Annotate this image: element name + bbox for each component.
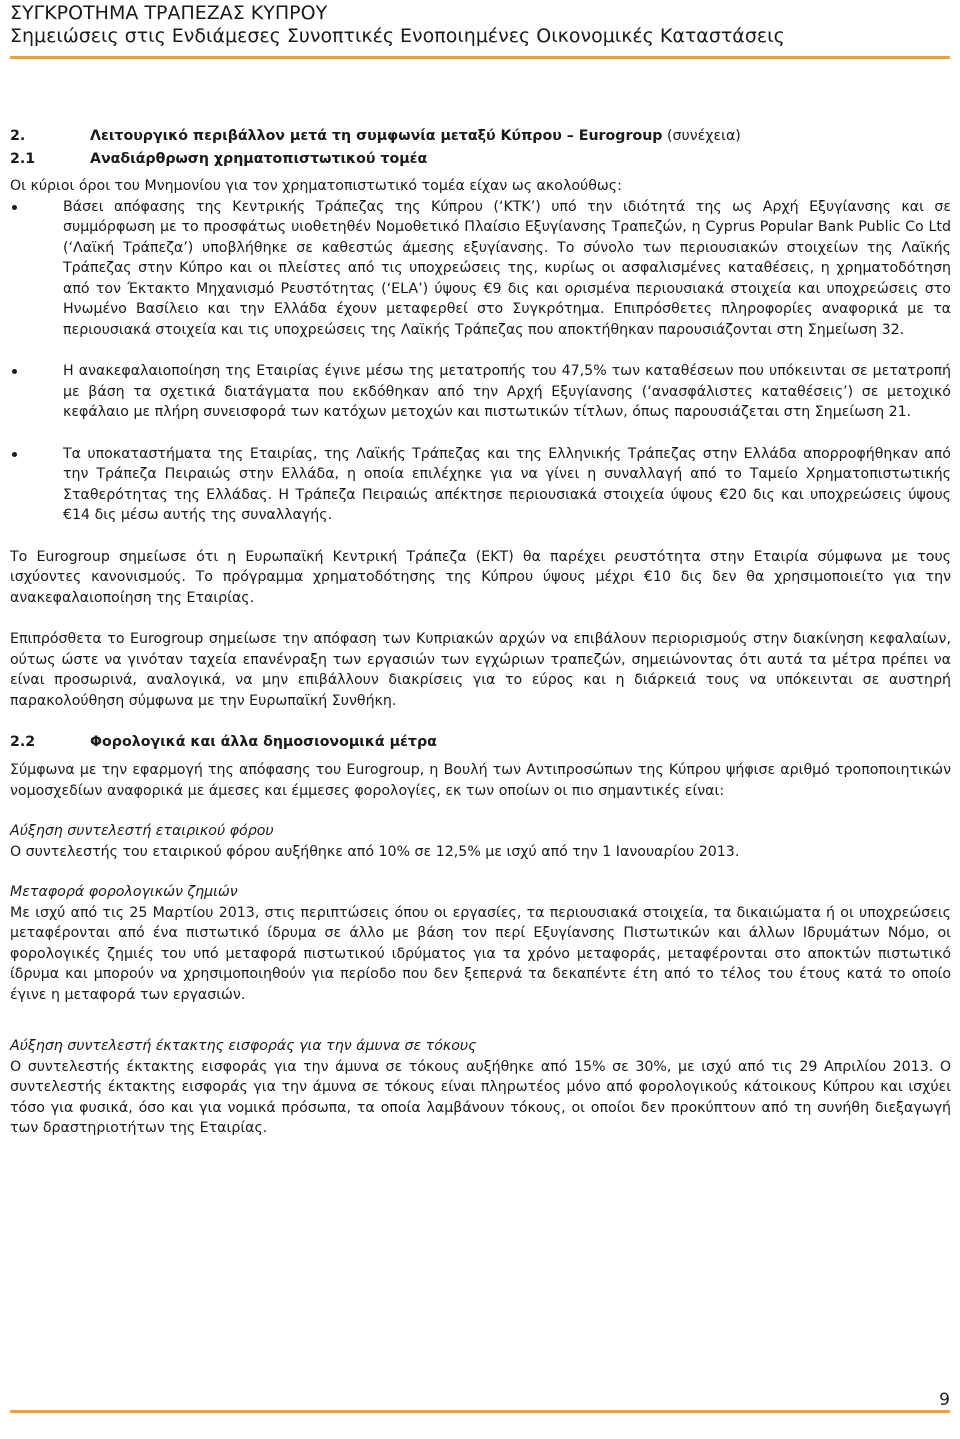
memorandum-terms-list bbox=[10, 197, 951, 526]
tax-measure-item bbox=[10, 821, 951, 862]
list-item bbox=[10, 197, 951, 341]
header-divider bbox=[10, 56, 950, 59]
tax-measure-item bbox=[10, 882, 951, 1005]
page-number: 9 bbox=[939, 1390, 950, 1410]
section-2-1-title: Αναδιάρθρωση χρηματοπιστωτικού τομέα bbox=[90, 151, 428, 167]
section-2-1-number: 2.1 bbox=[10, 151, 36, 167]
list-item bbox=[10, 361, 951, 423]
page-header bbox=[10, 2, 950, 59]
tax-measure-text: Ο συντελεστής έκτακτης εισφοράς για την άμυνα σε τόκους αυξήθηκε από 15% σε 30%, με ισχύ από τις 29 Απριλίου 2013. Ο συντελεστής έκτακτης εισφοράς για την άμυνα σε τόκους είναι πληρωτέος μόνο από φορολογικούς κάτοικους Κύπρου και ισχύει τόσο για φυσικά, όσο και για νομικά πρόσωπα, τα οποία λαμβάνουν τόκους, οι οποίοι δεν προκύπτουν από τη συνήθη διεξαγωγή των δραστηριοτήτων της Εταιρίας. bbox=[10, 1058, 951, 1136]
list-item-text: Τα υποκαταστήματα της Εταιρίας, της Λαϊκής Τράπεζας και της Ελληνικής Τράπεζας στην Ελλάδα απορροφήθηκαν από την Τράπεζα Πειραιώς στην Ελλάδα, η οποία επιλέχηκε για να γίνει η συναλλαγή από το Ταμείο Χρηματοπιστωτικής Σταθερότητας της Ελλάδας. Η Τράπεζα Πειραιώς απέκτησε περιουσιακά στοιχεία ύψους €20 δις και υποχρεώσεις ύψους €14 δις μέσω αυτής της συναλλαγής. bbox=[63, 445, 951, 523]
page-content bbox=[10, 126, 951, 1139]
bullet-icon bbox=[12, 205, 17, 210]
section-2-title: Λειτουργικό περιβάλλον μετά τη συμφωνία μεταξύ Κύπρου – Eurogroup bbox=[90, 128, 663, 144]
tax-measure-text: Ο συντελεστής του εταιρικού φόρου αυξήθηκε από 10% σε 12,5% με ισχύ από την 1 Ιανουαρίου 2013. bbox=[10, 843, 740, 860]
section-2-2-title: Φορολογικά και άλλα δημοσιονομικά μέτρα bbox=[90, 734, 437, 750]
section-2-2-heading bbox=[10, 732, 951, 754]
section-2-2-number: 2.2 bbox=[10, 734, 36, 750]
tax-measure-item bbox=[10, 1036, 951, 1139]
tax-measure-heading: Μεταφορά φορολογικών ζημιών bbox=[10, 884, 238, 900]
section-2-1-heading bbox=[10, 149, 951, 171]
section-2-continued: (συνέχεια) bbox=[662, 128, 741, 144]
header-title: ΣΥΓΚΡΟΤΗΜΑ ΤΡΑΠΕΖΑΣ ΚΥΠΡΟΥ bbox=[10, 2, 328, 24]
list-item-text: Η ανακεφαλαιοποίηση της Εταιρίας έγινε μέσω της μετατροπής του 47,5% των καταθέσεων που υπόκεινται σε μετατροπή με βάση τα σχετικά διατάγματα που εκδόθηκαν από την Αρχή Εξυγίανσης (‘ανασφάλιστες καταθέσεις’) σε μετοχικό κεφάλαιο με πλήρη συνεισφορά των κατόχων μετοχών και πιστωτικών τίτλων, όπως παρουσιάζεται στη Σημείωση 21. bbox=[63, 363, 951, 420]
footer-divider bbox=[10, 1410, 950, 1413]
tax-measure-heading: Αύξηση συντελεστή εταιρικού φόρου bbox=[10, 823, 274, 839]
list-item-text: Βάσει απόφασης της Κεντρικής Τράπεζας της Κύπρου (‘ΚΤΚ’) υπό την ιδιότητά της ως Αρχή Εξυγίανσης και σε συμμόρφωση με το προσφάτως υιοθετηθέν Νομοθετικό Πλαίσιο Εξυγίανσης Τραπεζών, η Cyprus Popular Bank Public Co Ltd (‘Λαϊκή Τράπεζα’) υποβλήθηκε σε καθεστώς άμεσης εξυγίανσης. Το σύνολο των περιουσιακών στοιχείων της Λαϊκής Τράπεζας στην Κύπρο και οι πλείστες από τις υποχρεώσεις της, κυρίως οι ασφαλισμένες καταθέσεις, η χρηματοδότηση από τον Έκτακτο Μηχανισμό Ρευστότητας (‘ELA’) ύψους €9 δις και ορισμένα περιουσιακά στοιχεία και υποχρεώσεις στο Ηνωμένο Βασίλειο και την Ελλάδα έχουν μεταφερθεί στο Συγκρότημα. Επιπρόσθετες πληροφορίες αναφορικά με τα περιουσιακά στοιχεία και τις υποχρεώσεις της Λαϊκής Τράπεζας που αποκτήθηκαν παρουσιάζονται στη Σημείωση 32. bbox=[63, 198, 951, 338]
section-2-2-intro: Σύμφωνα με την εφαρμογή της απόφασης του Eurogroup, η Βουλή των Αντιπροσώπων της Κύπρου ψήφισε αριθμό τροποποιητικών νομοσχεδίων αναφορικά με άμεσες και έμμεσες φορολογίες, εκ των οποίων οι πιο σημαντικές είναι: bbox=[10, 762, 951, 799]
tax-measure-heading: Αύξηση συντελεστή έκτακτης εισφοράς για την άμυνα σε τόκους bbox=[10, 1038, 477, 1054]
section-2-heading bbox=[10, 126, 951, 148]
section-2-number: 2. bbox=[10, 128, 26, 144]
bullet-icon bbox=[12, 369, 17, 374]
tax-measure-text: Με ισχύ από τις 25 Μαρτίου 2013, στις περιπτώσεις όπου οι εργασίες, τα περιουσιακά στοιχεία, τα δικαιώματα ή οι υποχρεώσεις μεταφέρονται από ένα πιστωτικό ίδρυμα σε άλλο με βάση τον περί Εξυγίανσης Πιστωτικών και άλλων Ιδρυμάτων Νόμο, οι φορολογικές ζημιές του υπό μεταφορά πιστωτικού ιδρύματος για τα χρόνο μεταφοράς, μεταφέρονται στο αποκτών πιστωτικό ίδρυμα και μπορούν να χρησιμοποιηθούν για περίοδο που δεν ξεπερνά τα δεκαπέντε έτη από το τέλος του έτους κατά το οποίο έγινε η μεταφορά των εργασιών. bbox=[10, 904, 951, 1003]
header-subtitle: Σημειώσεις στις Ενδιάμεσες Συνοπτικές Ενοποιημένες Οικονομικές Καταστάσεις bbox=[10, 25, 785, 47]
capital-controls-paragraph: Επιπρόσθετα το Eurogroup σημείωσε την απόφαση των Κυπριακών αρχών να επιβάλουν περιορισμούς στην διακίνηση κεφαλαίων, ούτως ώστε να γινόταν ταχεία επανένραξη των εργασιών των εγχώριων τραπεζών, σημειώνοντας ότι αυτά τα μέτρα πρέπει να είναι προσωρινά, αναλογικά, να μην επιβάλλουν διακρίσεις για το εύρος και η διάρκειά τους να υπόκεινται σε αυστηρή παρακολούθηση σύμφωνα με την Ευρωπαϊκή Συνθήκη. bbox=[10, 631, 951, 709]
list-item bbox=[10, 444, 951, 526]
section-2-1-intro: Οι κύριοι όροι του Μνημονίου για τον χρηματοπιστωτικό τομέα είχαν ως ακολούθως: bbox=[10, 178, 622, 194]
bullet-icon bbox=[12, 452, 17, 457]
eurogroup-ecb-paragraph: Το Eurogroup σημείωσε ότι η Ευρωπαϊκή Κεντρική Τράπεζα (ΕΚΤ) θα παρέχει ρευστότητα στην Εταιρία σύμφωνα με τους ισχύοντες κανονισμούς. Το πρόγραμμα χρηματοδότησης της Κύπρου ύψους μέχρι €10 δις δεν θα χρησιμοποιείτο για την ανακεφαλαιοποίηση της Εταιρίας. bbox=[10, 548, 951, 606]
